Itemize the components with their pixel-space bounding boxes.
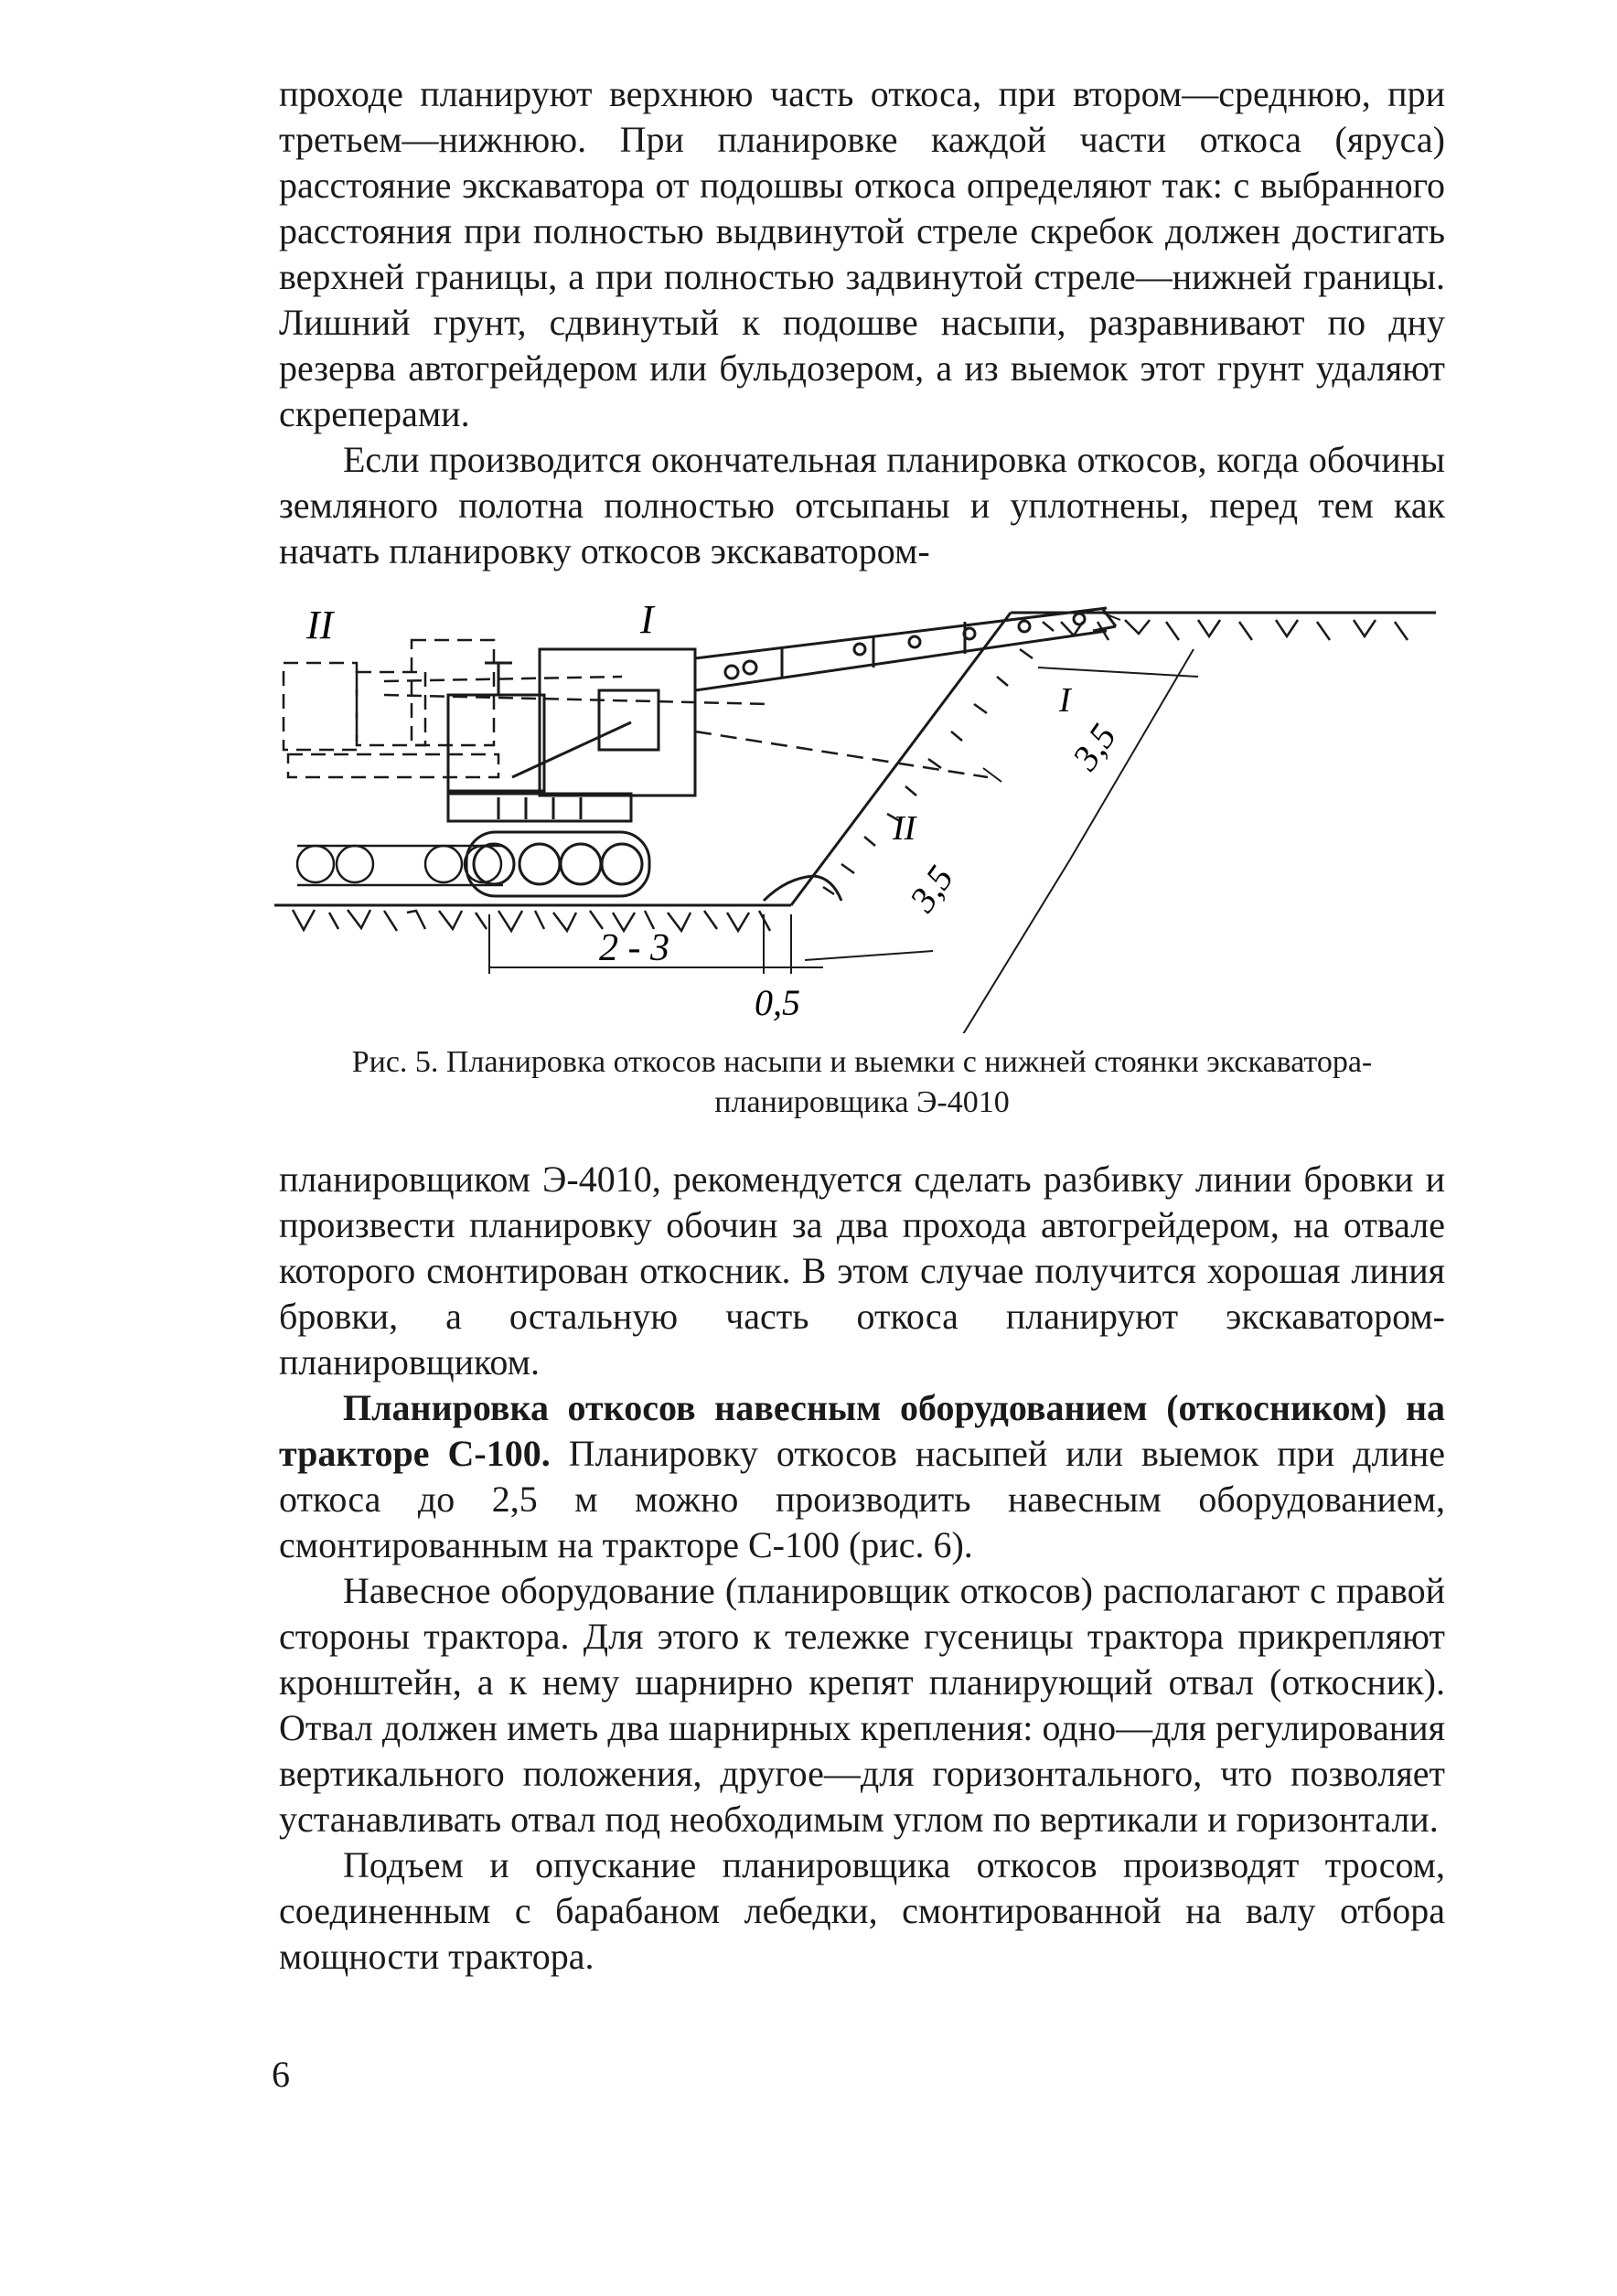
- dim-upper-extension: [1038, 667, 1198, 677]
- excavator-position-1: [448, 608, 1116, 896]
- slope-face-line: [791, 613, 1011, 905]
- text-block-bottom: [279, 1157, 1445, 1980]
- paragraph-continued-from-previous: проходе планируют верхнюю часть откоса, при втором—среднюю, при третьем—нижнюю. При планировке каждой части откоса (яруса) расстояние экскаватора от подошвы откоса определяют так: с выбранного расстояния при полностью выдвинутой стреле скребок должен достигать верхней границы, а при полностью задвинутой стреле—нижней границы. Лишний грунт, сдвинутый к подошве насыпи, разравнивают по дну резерва автогрейдером или бульдозером, а из выемок этот грунт удаляют скреперами.: [279, 73, 1445, 434]
- label-tier-1: I: [1059, 681, 1071, 720]
- figure-caption: Рис. 5. Планировка откосов насыпи и выемки с нижней стоянки экскаватора-планировщика Э-4010: [351, 1045, 1373, 1119]
- tier-boundary-mark: [983, 768, 1001, 782]
- boom-reach-dashed: [695, 732, 988, 777]
- dim-upper-label: 3,5: [1064, 716, 1125, 778]
- label-position-1: I: [640, 597, 654, 642]
- paragraph-final-planning: Если производится окончательная планировка откосов, когда обочины земляного полотна полностью отсыпаны и уплотнены, перед тем как начать планировку откосов экскаватором-: [279, 439, 1445, 571]
- label-tier-2: II: [893, 809, 916, 848]
- section-body: Планировку откосов насыпей или выемок при длине откоса до 2,5 м можно производить навесным оборудованием, смонтированным на тракторе С-100 (рис. 6).: [279, 1433, 1445, 1565]
- paragraph-mounted-equipment: Навесное оборудование (планировщик откосов) располагают с правой стороны трактора. Для этого к тележке гусеницы трактора прикрепляют кронштейн, а к нему шарнирно крепят планирующий отвал (откосник). Отвал должен иметь два шарнирных крепления: одно—для регулирования вертикального положения, другое—для горизонтального, что позволяет устанавливать отвал под необходимым углом по вертикали и горизонтали.: [279, 1570, 1445, 1840]
- figure-excavator-slope-planning: [274, 585, 1445, 1033]
- figure-drawing: [274, 585, 1445, 1033]
- dim-distance-label: 2 - 3: [599, 927, 669, 969]
- paragraph-section-tractor: [279, 1385, 1445, 1568]
- section-heading: Планировка откосов навесным оборудованием (откосником) на тракторе С-100.: [279, 1387, 1445, 1474]
- dim-offset-label: 0,5: [755, 982, 800, 1023]
- page-number: 6: [272, 2054, 290, 2095]
- text-block-top: [279, 71, 1445, 574]
- paragraph-planning-continued: планировщиком Э-4010, рекомендуется сделать разбивку линии бровки и произвести планировку обочин за два прохода автогрейдером, на отвале которого смонтирован откосник. В этом случае получится хорошая линия бровки, а остальную часть откоса планируют экскаватором-планировщиком.: [279, 1159, 1445, 1383]
- paragraph-lifting-lowering: Подъем и опускание планировщика откосов производят тросом, соединенным с барабаном лебедки, смонтированной на валу отбора мощности трактора.: [279, 1844, 1445, 1977]
- dim-lower-label: 3,5: [901, 858, 962, 920]
- label-position-2: II: [306, 603, 334, 647]
- dim-lower-extension: [805, 951, 933, 960]
- excavator-2-tracks: [297, 846, 503, 885]
